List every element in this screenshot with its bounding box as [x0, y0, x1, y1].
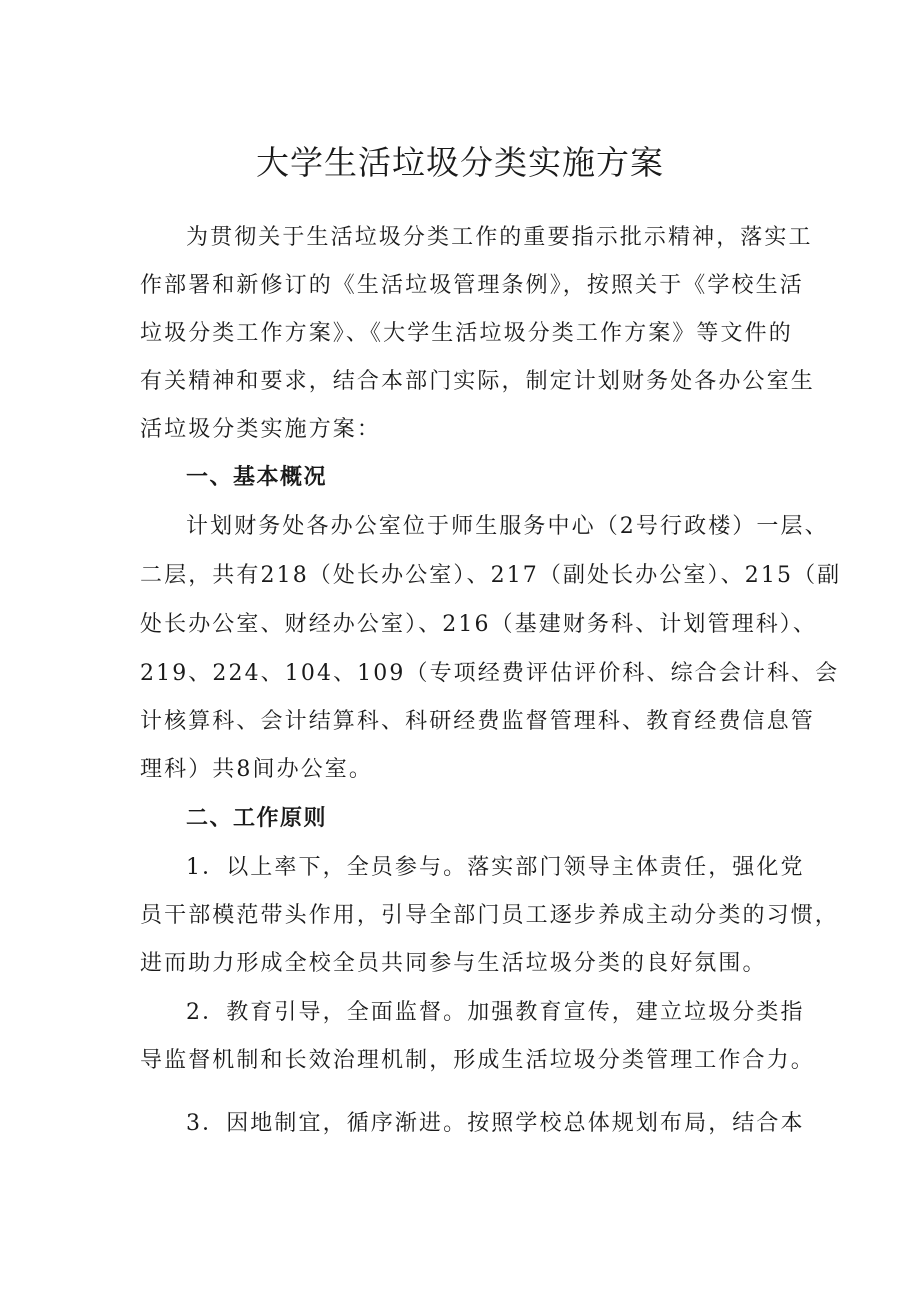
text-line: 处长办公室、财经办公室）、216（基建财务科、计划管理科）、: [140, 612, 817, 637]
section-heading-principles: 二、工作原则: [186, 806, 328, 831]
text-line: 2．教育引导，全面监督。加强教育宣传，建立垃圾分类指: [186, 1000, 805, 1025]
text-line: 1．以上率下，全员参与。落实部门领导主体责任，强化党: [186, 855, 805, 880]
text-line: 219、224、104、109（专项经费评估评价科、综合会计科、会: [140, 661, 840, 686]
text-line: 计核算科、会计结算科、科研经费监督管理科、教育经费信息管: [140, 709, 815, 734]
text-line: 为贯彻关于生活垃圾分类工作的重要指示批示精神，落实工: [186, 225, 813, 250]
text-line: 有关精神和要求，结合本部门实际，制定计划财务处各办公室生: [140, 369, 815, 394]
text-line: 二层，共有218（处长办公室）、217（副处长办公室）、215（副: [140, 563, 842, 588]
text-line: 计划财务处各办公室位于师生服务中心（2号行政楼）一层、: [186, 514, 829, 539]
text-line: 作部署和新修订的《生活垃圾管理条例》，按照关于《学校生活: [140, 273, 804, 298]
document-title: 大学生活垃圾分类实施方案: [256, 143, 664, 182]
text-line: 导监督机制和长效治理机制，形成生活垃圾分类管理工作合力。: [140, 1048, 815, 1073]
text-line: 活垃圾分类实施方案：: [140, 417, 382, 442]
section-heading-overview: 一、基本概况: [186, 465, 328, 490]
text-line: 员干部模范带头作用，引导全部门员工逐步养成主动分类的习惯，: [140, 903, 839, 928]
text-line: 理科）共8间办公室。: [140, 757, 373, 782]
text-line: 进而助力形成全校全员共同参与生活垃圾分类的良好氛围。: [140, 951, 767, 976]
text-line: 垃圾分类工作方案》、《大学生活垃圾分类工作方案》等文件的: [140, 321, 793, 346]
text-line: 3．因地制宜，循序渐进。按照学校总体规划布局，结合本: [186, 1111, 805, 1136]
